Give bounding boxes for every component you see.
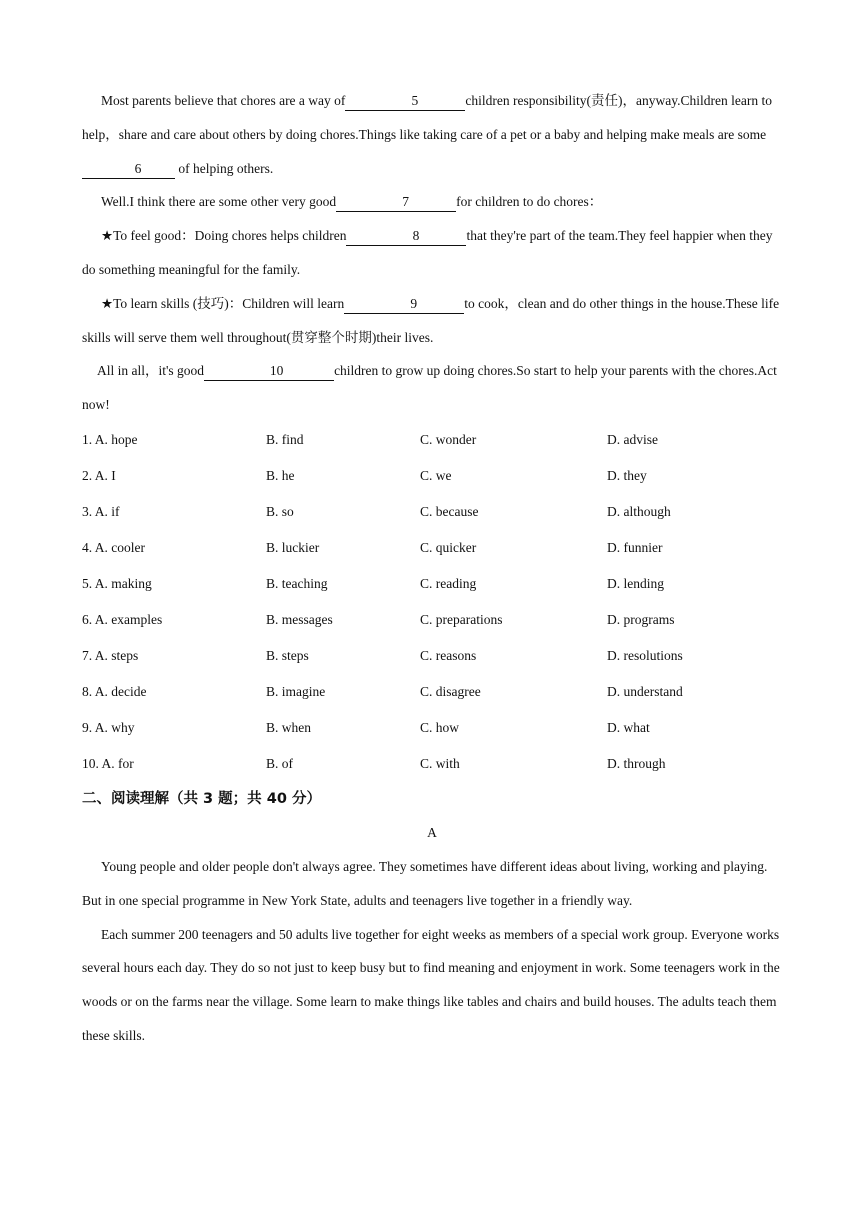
option-d: D. advise — [607, 431, 658, 447]
blank-6: 6 — [82, 160, 175, 179]
option-c: C. how — [420, 719, 460, 735]
option-row — [82, 494, 782, 530]
blank-5: 5 — [345, 92, 465, 111]
option-d: D. programs — [607, 611, 675, 627]
option-d: D. understand — [607, 683, 683, 699]
option-b: B. messages — [266, 611, 333, 627]
option-b: B. teaching — [266, 575, 328, 591]
option-c: C. quicker — [420, 539, 477, 555]
option-d: D. funnier — [607, 539, 663, 555]
option-a: 5. A. making — [82, 575, 152, 591]
option-b: B. so — [266, 503, 294, 519]
option-b: B. steps — [266, 647, 309, 663]
cloze-text: that they're part of the team.They feel happier when they do something meaningful for the family. — [82, 228, 773, 277]
option-d: D. resolutions — [607, 647, 683, 663]
option-row — [82, 710, 782, 746]
option-a: 2. A. I — [82, 467, 116, 483]
cloze-text: ★To learn skills (技巧)：Children will learn — [101, 295, 345, 311]
option-d: D. although — [607, 503, 671, 519]
option-c: C. reading — [420, 575, 477, 591]
option-d: D. through — [607, 755, 666, 771]
reading-paragraph-1: Young people and older people don't always agree. They sometimes have different ideas about living, working and playing. But in one special programme in New York State, adults and teenagers live together in a friendly way. — [82, 858, 768, 908]
option-row — [82, 602, 782, 638]
option-c: C. we — [420, 467, 452, 483]
cloze-text: children to grow up doing chores.So start to help your parents with the chores.Act now! — [82, 363, 777, 413]
cloze-paragraph-1 — [82, 84, 782, 185]
option-a: 9. A. why — [82, 719, 135, 735]
option-a: 3. A. if — [82, 503, 120, 519]
option-row — [82, 746, 782, 782]
option-row — [82, 638, 782, 674]
option-row — [82, 530, 782, 566]
option-d: D. what — [607, 719, 650, 735]
cloze-text: ★To feel good：Doing chores helps children — [101, 228, 347, 244]
document-page — [82, 84, 782, 1053]
option-b: B. he — [266, 467, 295, 483]
blank-7: 7 — [336, 193, 456, 212]
cloze-paragraph-3 — [82, 219, 782, 287]
option-row — [82, 458, 782, 494]
option-a: 7. A. steps — [82, 647, 139, 663]
cloze-paragraph-5 — [82, 354, 782, 422]
cloze-paragraph-2 — [82, 185, 782, 219]
option-b: B. imagine — [266, 683, 326, 699]
option-c: C. reasons — [420, 647, 477, 663]
blank-10: 10 — [204, 362, 334, 381]
cloze-paragraph-4 — [82, 287, 782, 355]
option-a: 10. A. for — [82, 755, 134, 771]
option-d: D. they — [607, 467, 647, 483]
option-c: C. preparations — [420, 611, 503, 627]
blank-9: 9 — [344, 295, 464, 314]
option-b: B. when — [266, 719, 311, 735]
option-row — [82, 566, 782, 602]
option-c: C. disagree — [420, 683, 481, 699]
cloze-text: Well.I think there are some other very good — [101, 194, 337, 210]
option-c: C. with — [420, 755, 460, 771]
cloze-text: children responsibility(责任)，anyway.Children learn to help，share and care about others by doing chores.Things like taking care of a pet or a baby and helping make meals are some — [82, 93, 772, 142]
option-d: D. lending — [607, 575, 664, 591]
option-c: C. wonder — [420, 431, 477, 447]
cloze-text: for children to do chores： — [456, 194, 603, 210]
cloze-text: All in all，it's good — [97, 363, 205, 379]
option-c: C. because — [420, 503, 479, 519]
option-a: 8. A. decide — [82, 683, 147, 699]
passage-label: A — [427, 824, 437, 840]
cloze-text: to cook，clean and do other things in the house.These life skills will serve them well throughout(贯穿整个时期)their lives. — [82, 295, 780, 345]
option-b: B. luckier — [266, 539, 320, 555]
cloze-text: of helping others. — [175, 160, 274, 176]
option-b: B. find — [266, 431, 304, 447]
blank-8: 8 — [346, 227, 466, 246]
reading-paragraph-2: Each summer 200 teenagers and 50 adults live together for eight weeks as members of a special work group. Everyone works several hours each day. They do so not just to keep busy but to find meaning and enjoyment in work. Some teenagers work in the woods or on the farms near the village. Some learn to make things like tables and chairs and build houses. The adults teach them these skills. — [82, 926, 780, 1043]
answer-options — [82, 422, 782, 782]
option-b: B. of — [266, 755, 293, 771]
cloze-text: Most parents believe that chores are a way of — [101, 93, 346, 108]
option-row — [82, 674, 782, 710]
option-a: 6. A. examples — [82, 611, 163, 627]
option-a: 1. A. hope — [82, 431, 138, 447]
option-a: 4. A. cooler — [82, 539, 145, 555]
section-heading: 二、阅读理解（共 3 题；共 40 分） — [82, 790, 321, 807]
option-row — [82, 422, 782, 458]
